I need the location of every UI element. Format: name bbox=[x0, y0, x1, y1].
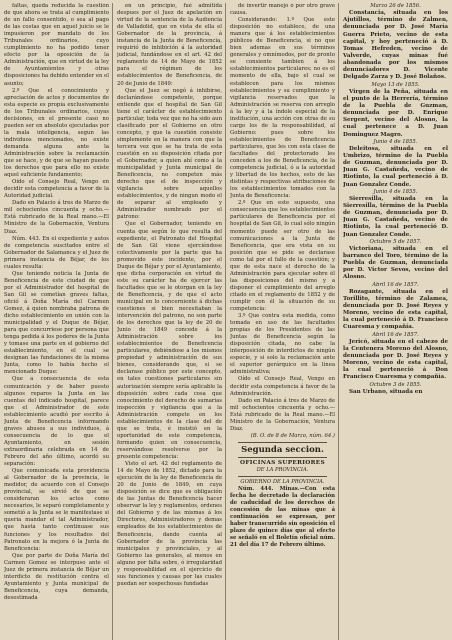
mine-entry: Sierresilla, situada en la Sierresilla, término de la Puebla de Guzman, denunciada por D. Juan G. Castañeda, vecino de Riotinto, la cual perteneció D. Juan Gonzalez Conde. bbox=[343, 195, 448, 238]
paragraph: Considerando: 1.º Que este disposición no establece, de una manera que á los establecimientos públicos de Beneficencia, si no que bien ademas en sus términos generales y omnímodos, por de pronto se consiente tambien á los establecimientos particulares; no es el momento de ella, bajo el cual se establecen para los mismos establecimientos y su cumplimiento y vigilancia reservados que la Administración se reserva con arreglo á la ley y á la índole especial de la institución, una acción con otras de su cargo los de la responsabilidad, al Gobierno: pues sobre los establecimientos de Beneficencia particulares, que les con esta clase de facultades del protectorado les conceden a los de Beneficencia, de la competencia judicial, ó a la autoridad y libertad de los hechos, esto de las distintas y respectivas atribuciones de los establecimientos tomados con la Junta de Beneficencia: bbox=[230, 17, 335, 200]
paragraph: 3.º Que contra esta medida, como tomada en uso de las facultades propias de los Presidentes de las Juntas de Beneficencia según la disposición citada, no cabe la interposición de interdictos de ningún especie, y si solo la reclamación ante el superior gerárquico en la línea administrativa; bbox=[230, 313, 335, 376]
column-2 bbox=[117, 3, 226, 640]
date-line: Abril 16 de 1857. bbox=[372, 331, 419, 338]
column-4 bbox=[343, 3, 448, 640]
section-title: Segunda seccion. bbox=[241, 444, 324, 455]
paragraph: Que el Juez se negó á inhibirse, declarándose competente, porque entiende que el hospital de San Gil tiene el carácter de establecimiento particular, toda vez que no ha sido aun clasificado por el Gobierno en otro concepto, y que la cuestión consiste simplemente en la manera con que la tercera vez que se ha trata de esta cuestión en su disposición citada por el Gobernador, a quien ahí como á la municipalidad y Junta municipal de Beneficencia, no competen más derecho que el de inspección y vigilancia sobre aquellos establecimientos, y de ningun modo el de separar al empleado y Administrador nombrado por el patrono: bbox=[117, 87, 222, 221]
date-line: Octubre 3 de 1855. bbox=[369, 381, 422, 388]
paragraph: Que por parte de Doña María del Carmen Gomez se interpuso ante el Juez de primera instancia de Béjar un interdicto de restitución contra el Ayuntamiento y Junta municipal de Beneficencia, cuya demanda, desestimada bbox=[4, 552, 109, 601]
paragraph: en un principio, fué admitida despues por el Juez de apelación en virtud de la sentencia de la Audiencia de Valladolid, que en vista de ella el Gobernador de la provincia, á instancia de la Junta de Beneficencia, requirió de inhibición á la autoridad judicial, fundándose en el art. 42 del reglamento de 14 de Mayo de 1852 para el régimen de los establecimientos de Beneficencia, de 20 de Junio de 1849: bbox=[117, 3, 222, 87]
paragraph: faltas, queda reducida la cuestión de que ahora se trata al cumplimiento de un fallo consentido, o sea al pago de las costas que en aquel juicio se le impusieron por mandato de los Tribunales ordinarios, cuyo cumplimiento no ha podido tener efecto por la oposición de la Administración, que en virtud de la ley de Ayuntamientos y otras disposiciones ha debido entender en el asunto; bbox=[4, 3, 109, 87]
section-subtitle: OFICINAS SUPERIORES bbox=[240, 459, 325, 466]
paragraph: Núm. 443. En el expediente y autos de competencia suscitados entre el Gobernador de Salamanca y el Juez de primera instancia de Béjar, de los cuales resulta: bbox=[4, 235, 109, 270]
paragraph: Que a consecuencia de esta comunicación y de haber puesto algunos reparos la Junta en las cuentas del indicado hospital, parece que el Administrador de este establecimiento acudió por escrito á Junta de Beneficencia informando graves abusos a sus individuos, á consecuencia de lo que el Ayuntamiento, en sesión extraordinaria celebrada en 14 de Febrero del año último, acordó su separación: bbox=[4, 376, 109, 468]
office-heading: GOBIERNO DE LA PROVINCIA. bbox=[240, 478, 325, 485]
date-line: Marzo 26 de 1856. bbox=[370, 3, 421, 9]
paragraph: Oído el Consejo Real, Vengo en decidir esta competencia á favor de la Administración. bbox=[230, 376, 335, 397]
paragraph: Que comunicada esta providencia al Gobernador de la provincia, le medidor, de acuerdo con el Consejo provincial, se sirvió de que se consideraran los actos como necesarios, le separó completamente y sometió a la Junta se le manifestase si queria mandar el tal Administrador, que hasta tanto continuase sus funciones y los resultados del Patronato en la mejora ó la Junta de Beneficencia: bbox=[4, 468, 109, 552]
mine-entry: Deleitosa, situada en el Umbrizo, término de la Puebla de Guzman, denunciada por D. Juan G. Castañeda, vecino de Riotinto, la cual perteneció á D. Juan Gonzalez Conde. bbox=[343, 145, 448, 188]
mine-entry: Rozagante, situada en el Torillito, término de Zalamea, denunciada por D. José Reyes y Moreno, vecino de esta capital, la cual perteneció á D. Francisco Cuaresma y compañía. bbox=[343, 288, 448, 331]
date-line: Junio 4 de 1855. bbox=[373, 188, 418, 195]
paragraph: 2.º Que el conocimiento y apreciación de actos y documentos de esta especie es propia exclusivamente de los Tribunales ordinarios, cuyas decisiones, en el presente caso no pueden ser en absoluto ejecutadas por la mala inteligencia, segun las individuos mencionados, no existe demanda alguna ante la Administración sobre la reclamación que se hace, y de que se hayan puesto los derechos que para ello no existe aquel suficiente fundamento; bbox=[4, 87, 109, 179]
mine-entry: Virgen de la Peña, situada en el punto de la Herrería, término de la Puebla de Guzman, denunciada por D. Enrique Sergent, vecino del Alosno, la cual pertenece a D. Juan Dominguez Magro. bbox=[343, 88, 448, 138]
date-line: Junio 4 de 1855. bbox=[373, 138, 418, 145]
date-line: Octubre 5 de 1857. bbox=[369, 238, 422, 245]
paragraph: 2.º Que en este supuesto, una consecuencia que los establecimientos particulares de Beneficencia por el hospital de San Gil, lo cual sólo ningún momento puede ser otro de las comunicaciones a la Junta de Beneficencia, que era vista en su posición que se pide se declarase como tal por el fallo de la cuestión; y que de esta nace el derecho de la Administración para ejecutar sobre él las disposiciones del mismo y a disponer el cumplimiento del arreglo citado en el reglamento de 1852 y de cumplir con él la situación de su competencia: bbox=[230, 200, 335, 313]
paragraph: Núm. 444. Minas.—Con esta fecha he decretado la declaración de caducidad de los derechos de concesión de las minas que á continuación se expresan, por haber transcurrido sin oposición el plazo de quince días que al efecto se señaló en el Boletín oficial núm. 21 del día 17 de Febrero último. bbox=[230, 485, 335, 549]
paragraph: Que el Gobernador, teniendo en cuenta que según lo que resulta del expediente, el Patronato del Hospital de San Gil viene ejerciéndose colectivamente por la parte que ha promovido este incidente, por el Duque de Béjar y por el Ayuntamiento, que dicha corporación en virtud de este su carácter ha de ejercer las facultades que se le otorgan en la ley de Beneficencia, y de que el acto municipal en lo concerniente á dichas cuestiones si bien necesitaban la intervención del patrono, no son parte de los derechos que la ley de 20 de Junio de 1849 concede á la Administración sobre los establecimientos de Beneficencia particulares, debiéndose a los mismos propiedad y administración de sus bienes, considerando que, si se declarase público por este concepto, en tales cuestiones particulares sin autorización siempre sería aplicable la disposición sobre cada cosa que conocimiento del derecho de sumarias inspección y vigilancia que a la Administración compete en los establecimientos de la clase del de que se trata, é insistió en la oportunidad de este competencia, formando quien en consecuencia, reservándose resolverse por la presente competencia: bbox=[117, 221, 222, 460]
section-subtitle: DE LA PROVINCIA. bbox=[256, 466, 309, 473]
mine-entry: San Urbano, situada en bbox=[349, 388, 423, 395]
paragraph: Dado en Palacio á tres de Marzo de mil ochocientos cincuenta y ocho.—Está rubricado de la Real mano.—El Ministro de la Gobernación, Ventura Diaz. bbox=[4, 200, 109, 235]
column-3 bbox=[230, 3, 339, 640]
divider bbox=[238, 442, 327, 443]
paragraph: Que teniendo noticia la Junta de Beneficencia de este ciudad de que por el Administrador del hospital de San Gil se cometían graves faltas, ofició á Doña María del Carmen Gomez, á quien nombraba patrona de dicho establecimiento en unión con la municipalidad y el Duque de Béjar, para que concurriese por persona que tenga pedida á los poderes de la Junta y tomase una parte en el gobierno del establecimiento, en el cual se designan las fundaciones de la misma Junta, como lo había hecho el mencionado Duque: bbox=[4, 270, 109, 376]
divider bbox=[238, 457, 327, 458]
mine-entry: Victoriana, situada en el barranco del Toro, término de la Puebla de Guzman, denunciada por D. Victor Sevos, vecino del Alosno. bbox=[343, 245, 448, 281]
paragraph: Visto el art. 42 del reglamento de 14 de Mayo de 1852, dictado para la ejecución de la ley de Beneficencia de 20 de Junio de 1849, en cuya disposición se dice que es obligación de las Juntas de Beneficencia hacer observar la ley y reglamentos, ordenes del Gobierno y de las mismas á los Directores, Administradores y demas empleados de los establecimientos de Beneficencia, dando cuenta al Gobernador de la provincia las municipales y provinciales, y al Gobierno las generales, al menos en alguno por falta sobre, ó irregularidad y responsabilidad en el ejercicio de sus funciones y causas por las cuales puedan ser sospechosas fundadas bbox=[117, 461, 222, 587]
mine-entry: Jericó, situada en el cabezo de la Centenera Moreno del Alosno, denunciada por D. José Reyes y Moreno, vecino de esta capital, la cual perteneció á Don Francisco Cuaresma y compañía. bbox=[343, 338, 448, 381]
paragraph: Oido el Consejo Real, Vengo en decidir esta competencia a favor de la Autoridad judicial. bbox=[4, 179, 109, 200]
bulletin-reference: (B. O. de 8 de Marzo, núm. 64.) bbox=[250, 432, 335, 439]
paragraph: de invertir manejo ó por otro grave causa. bbox=[230, 3, 335, 17]
paragraph: Dado en Palacio á tres de Marzo de mil ochocientos cincuenta y ocho.—Está rubricado de la Real mano.—El Ministro de la Gobernación, Ventura Diaz. bbox=[230, 397, 335, 432]
date-line: Abril 16 de 1857. bbox=[372, 281, 419, 288]
column-1 bbox=[4, 3, 113, 640]
mine-entry: Constancia, situada en los Ajutillos, término de Zalmen, denunciada por D. José María Guerra Prieto, vecino de esta capital, y hoy perteneció á D. Tomas Hefreden, vecino de Valverde, cuyas minas fué abandonada por los mismos denunciadores D. Vicente Delgado Zarza y D. José Bolaños. bbox=[343, 10, 448, 81]
date-line: Mayo 13 de 1855. bbox=[371, 81, 420, 88]
divider bbox=[238, 476, 327, 477]
